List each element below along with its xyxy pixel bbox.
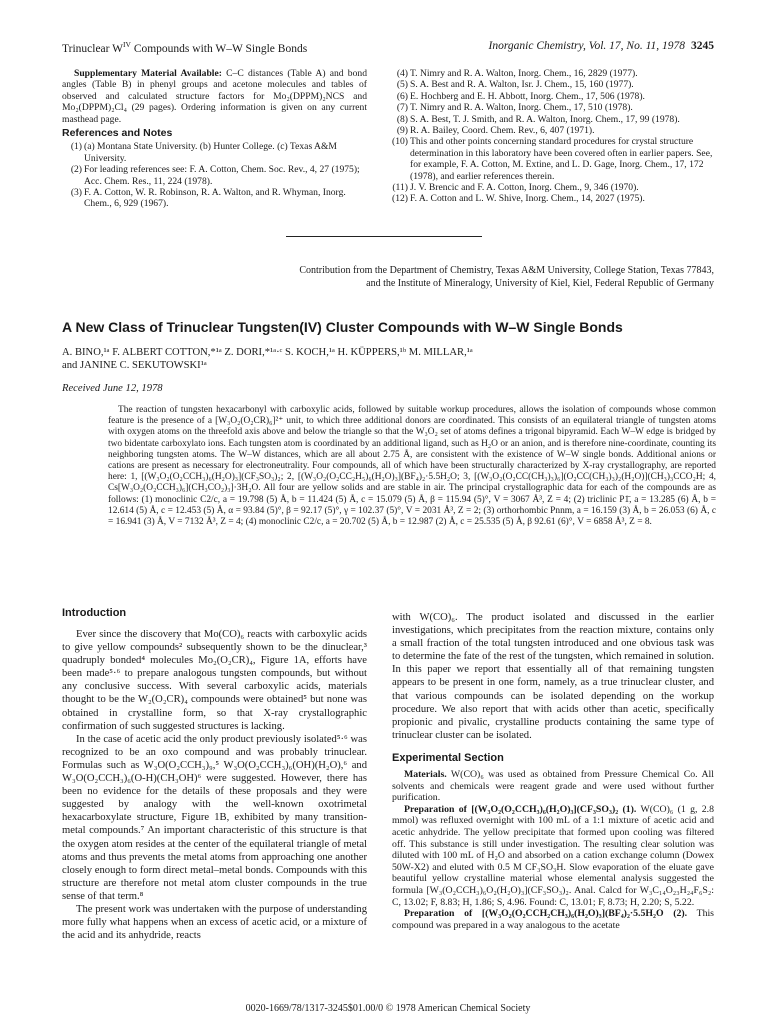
reference-number: (11) bbox=[392, 182, 408, 194]
running-head bbox=[62, 40, 714, 56]
reference-item bbox=[388, 193, 714, 204]
affiliation-line: Contribution from the Department of Chemistry, Texas A&M University, College Station, Texas 77843, bbox=[299, 265, 714, 276]
reference-number: (7) bbox=[396, 102, 408, 114]
reference-item bbox=[388, 91, 714, 102]
reference-item bbox=[62, 187, 367, 210]
footer-copyright: 0020-1669/78/1317-3245$01.00/0 © 1978 American Chemical Society bbox=[245, 1003, 531, 1014]
experimental-heading: Experimental Section bbox=[392, 751, 504, 764]
reference-text: T. Nimry and R. A. Walton, Inorg. Chem., 17, 510 (1978). bbox=[410, 102, 633, 114]
reference-text: F. A. Cotton and L. W. Shive, Inorg. Chem., 14, 2027 (1975). bbox=[410, 193, 645, 205]
reference-item bbox=[388, 114, 714, 125]
reference-text: (a) Montana State University. (b) Hunter College. (c) Texas A&M University. bbox=[84, 141, 337, 164]
affiliation-line: and the Institute of Mineralogy, University of Kiel, Kiel, Federal Republic of Germany bbox=[366, 278, 714, 289]
materials-paragraph: Materials. W(CO)₆ was used as obtained from Pressure Chemical Co. All solvents and chemicals were reagent grade and were used without further purification. bbox=[392, 769, 714, 804]
reference-text: F. A. Cotton, W. R. Robinson, R. A. Walton, and R. Whyman, Inorg. Chem., 6, 929 (1967). bbox=[84, 187, 346, 210]
reference-text: For leading references see: F. A. Cotton, Chem. Soc. Rev., 4, 27 (1975); Acc. Chem. Res., 11, 224 (1978). bbox=[84, 164, 360, 187]
reference-text: S. A. Best, T. J. Smith, and R. A. Walton, Inorg. Chem., 17, 99 (1978). bbox=[410, 113, 680, 125]
section-divider bbox=[286, 236, 482, 237]
reference-number: (2) bbox=[70, 164, 82, 176]
reference-text: R. A. Bailey, Coord. Chem. Rev., 6, 407 (1971). bbox=[410, 125, 595, 137]
references-list-right bbox=[388, 68, 714, 205]
author-line: A. BINO,¹ᵃ F. ALBERT COTTON,*¹ᵃ Z. DORI,*¹ᵃ·ᶜ S. KOCH,¹ᵃ H. KÜPPERS,¹ᵇ M. MILLAR,¹ᵃ bbox=[62, 347, 473, 358]
reference-text: E. Hochberg and E. H. Abbott, Inorg. Chem., 17, 506 (1978). bbox=[410, 90, 645, 102]
abstract: The reaction of tungsten hexacarbonyl with carboxylic acids, followed by suitable workup procedures, allows the isolation of compounds whose common feature is the presence of a [W₃O₂(O₂CR)₆]²⁺ unit, to which three additional donors are coordinated. This consists of an equilateral triangle of tungsten atoms with oxygen atoms on the threefold axis above and below the triangle so that the W₃O₂ set of atoms defines a trigonal bipyramid. Each W–W edge is bridged by two bidentate carboxylato ions. Each tungsten atom is coordinated by an additional ligand, such as H₂O or an anion, and is therefore nine-coordinate, counting its neighboring tungsten atoms. The W–W distances, which are all about 2.75 Å, are consistent with the existence of W–W single bonds. Additional anions or cations are present as necessary for electroneutrality. Four compounds, all of which have been structurally characterized by X-ray crystallography, are reported here: 1, [(W₃O₂(O₂CCH₃)₆(H₂O)₃](CF₃SO₃)₂; 2, [(W₃O₂(O₂CC₂H₅)₆(H₂O)₃](BF₄)₂·5.5H₂O; 3, [(W₃O₂(O₂CC(CH₃)₃)₆](O₂CC(CH₃)₃)₂(H₂O)](CH₃)₃CCO₂H; 4, Cs[W₃O₂(O₂CCH₃)₆](CH₃CO₂)₃]·3H₂O. All four are yellow solids and are stable in air. The principal crystallographic data for each of the compounds are as follows: (1) monoclinic C2/c, a = 19.798 (5) Å, b = 11.424 (5) Å, c = 15.079 (5) Å, β = 115.94 (5)°, V = 3067 Å³, Z = 4; (2) triclinic P1̄, a = 13.285 (6) Å, b = 12.614 (5) Å, c = 12.453 (5) Å, α = 93.84 (5)°, β = 92.17 (5)°, γ = 102.37 (5)°, V = 2031 Å³, Z = 2; (3) orthorhombic Pnnm, a = 16.159 (3) Å, b = 26.053 (6) Å, c = 16.941 (3) Å, V = 7132 Å³, Z = 4; (4) monoclinic C2/c, a = 20.702 (5) Å, b = 12.987 (2) Å, c = 25.535 (5) Å, β 92.61 (6)°, V = 6858 Å³, Z = 8. bbox=[108, 405, 716, 528]
supplementary-material: Supplementary Material Available: C–C distances (Table A) and bond angles (Table B) in phenyl groups and acetone molecules and tables of observed and calculated structure factors for Mo₂(DPPM)₂NCS and Mo₂(DPPM)₂Cl₄ (29 pages). Ordering information is given on any current masthead page. bbox=[62, 68, 367, 125]
reference-item bbox=[62, 141, 367, 164]
preparation-2-paragraph: Preparation of [(W₃O₂(O₂CCH₂CH₃)₆(H₂O)₃](BF₄)₂·5.5H₂O (2). This compound was prepared in a way analogous to the acetate bbox=[392, 908, 714, 931]
reference-number: (3) bbox=[70, 187, 82, 199]
introduction-text bbox=[62, 628, 367, 942]
reference-item bbox=[388, 68, 714, 79]
reference-item bbox=[388, 182, 714, 193]
reference-text: S. A. Best and R. A. Walton, Isr. J. Chem., 15, 160 (1977). bbox=[410, 79, 634, 91]
reference-number: (9) bbox=[396, 125, 408, 137]
reference-number: (8) bbox=[396, 113, 408, 125]
reference-text: T. Nimry and R. A. Walton, Inorg. Chem., 16, 2829 (1977). bbox=[410, 68, 638, 79]
reference-item bbox=[388, 79, 714, 90]
previous-article-end-left bbox=[62, 68, 367, 210]
affiliation bbox=[62, 264, 714, 290]
reference-text: J. V. Brencic and F. A. Cotton, Inorg. Chem., 9, 346 (1970). bbox=[410, 182, 639, 194]
paragraph: with W(CO)₆. The product isolated and discussed in the earlier investigations, which precipitates from the reaction mixture, contains only a small fraction of the total tungsten introduced and one obvious task was to determine the fate of the rest of the tungsten, which remained in solution. In this paper we report that essentially all of that remaining tungsten appears to be present in one form, namely, as a true trinuclear cluster, and that various compounds can be isolated depending on the workup procedure. We also report that with acids other than acetic, specifically propionic and pivalic, crystalline products containing the same type of trinuclear cluster can be isolated. bbox=[392, 612, 714, 741]
reference-number: (10) bbox=[392, 136, 408, 148]
references-heading: References and Notes bbox=[62, 127, 173, 140]
reference-item bbox=[62, 164, 367, 187]
introduction-heading: Introduction bbox=[62, 607, 127, 619]
reference-number: (1) bbox=[70, 141, 82, 153]
reference-item bbox=[388, 125, 714, 136]
preparation-1-paragraph: Preparation of [(W₃O₂(O₂CCH₃)₆(H₂O)₃](CF₃SO₃)₂ (1). W(CO)₆ (1 g, 2.8 mmol) was refluxed overnight with 100 mL of a 1:1 mixture of acetic acid and acetic anhydride. The yellow precipitate that formed upon cooling was filtered off. This substance is still under investigation. The resulting clear solution was diluted with 100 mL of H₂O and absorbed on a cation exchange column (Dowex 50W-X2) and eluted with 0.5 M CF₃SO₃H. Slow evaporation of the eluate gave beautiful yellow crystalline material whose elemental analysis suggested the formula [W₃(O₂CCH₃)₆O₂(H₂O)₃](CF₃SO₃)₂. Anal. Calcd for W₃C₁₄O₂₃H₂₄F₆S₂: C, 13.02; F, 8.83; H, 1.86; S, 4.96. Found: C, 13.01; F, 8.73; H, 2.20; S, 5.22. bbox=[392, 803, 714, 908]
paragraph: Ever since the discovery that Mo(CO)₆ reacts with carboxylic acids to give yellow compounds² subsequently shown to be the dinuclear,³ quadruply bonded⁴ molecules Mo₂(O₂CR)₄, Figure 1A, efforts have been made⁵·⁶ to prepare analogous tungsten compounds, but without any conclusive success. With several carboxylic acids, materials thought to be the W₂(O₂CR)₄ compounds were obtained⁵ but none was obtained in crystalline form, so that X-ray crystallographic confirmation of such suggested structures is lacking. bbox=[62, 629, 367, 732]
author-line: and JANINE C. SEKUTOWSKI¹ᵃ bbox=[62, 360, 207, 371]
reference-text: This and other points concerning standard procedures for crystal structure determination in this laboratory have been covered often in earlier papers. See, for example, F. A. Cotton, M. Extine, and L. D. Gage, Inorg. Chem., 17, 172 (1978), and earlier references therein. bbox=[410, 136, 713, 182]
received-date: Received June 12, 1978 bbox=[62, 383, 163, 394]
reference-item bbox=[388, 136, 714, 182]
reference-number: (6) bbox=[396, 90, 408, 102]
right-column-body bbox=[392, 611, 714, 931]
reference-number: (5) bbox=[396, 79, 408, 91]
reference-number: (4) bbox=[396, 68, 408, 79]
page-number: 3245 bbox=[691, 40, 714, 52]
article-title: A New Class of Trinuclear Tungsten(IV) Cluster Compounds with W–W Single Bonds bbox=[62, 319, 623, 335]
reference-number: (12) bbox=[392, 193, 408, 205]
previous-article-end-right bbox=[388, 68, 714, 205]
references-list-left bbox=[62, 141, 367, 209]
reference-item bbox=[388, 102, 714, 113]
running-head-title: Trinuclear $W^{IV}$ Compounds with W–W Single Bonds bbox=[62, 40, 308, 55]
paragraph: In the case of acetic acid the only product previously isolated⁵·⁶ was recognized to be an oxo compound and was probably trinuclear. Formulas such as W₃O(O₂CCH₃)₉,⁵ W₃O(O₂CCH₃)₆(OH)(H₂O),⁶ and W₃O(O₂CCH₃)₆(O-H)(CH₃OH)⁶ were suggested. However, there has been no evidence for the details of these proposals and they were suggested by analogy with the well-known oxotrimetal hexacarboxylate structure, Figure 1B, exhibited by many transition-metal compounds.⁷ An important characteristic of this structure is that the oxygen atom resides at the center of the equilateral triangle of metal atoms and thus prevents the metal atoms from approaching one another closely enough to form direct metal–metal bonds. Compounds with this structure are therefore not metal atom cluster compounds in the true sense of that term.⁸ bbox=[62, 733, 367, 902]
running-head-journal: Inorganic Chemistry, Vol. 17, No. 11, 1978 3245 bbox=[488, 40, 714, 52]
paragraph: The present work was undertaken with the purpose of understanding more fully what happens when an excess of acetic acid, or a mixture of the acid and its anhydride, reacts bbox=[62, 903, 367, 942]
author-list bbox=[62, 346, 714, 372]
